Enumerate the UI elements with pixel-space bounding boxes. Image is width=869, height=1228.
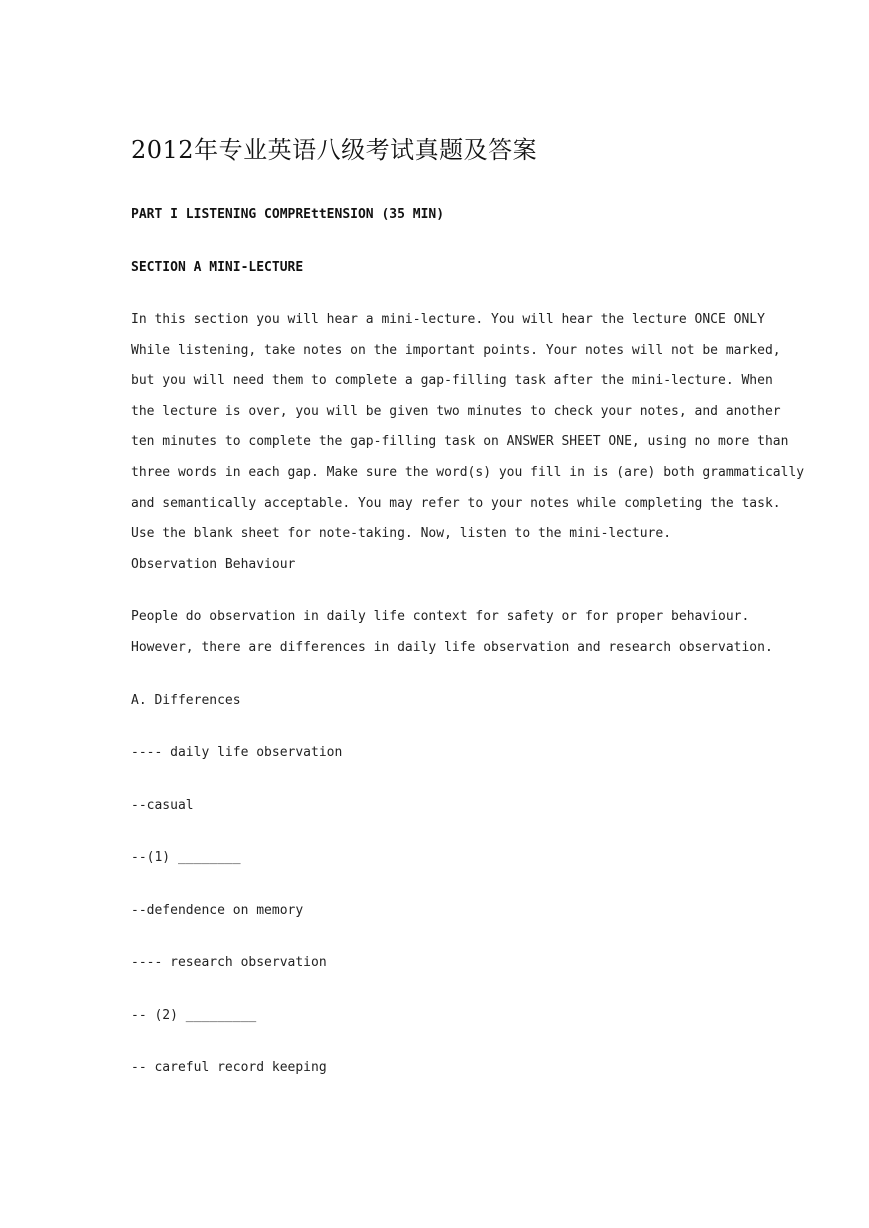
outline-item: ---- research observation: [131, 955, 327, 970]
outline-item: --casual: [131, 798, 194, 813]
outline-item: -- careful record keeping: [131, 1060, 327, 1075]
instructions-line: In this section you will hear a mini-lecture. You will hear the lecture ONCE ONLY: [131, 312, 765, 327]
document-title: 2012年专业英语八级考试真题及答案: [131, 136, 538, 164]
intro-line: People do observation in daily life context for safety or for proper behaviour.: [131, 609, 750, 624]
instructions-line: and semantically acceptable. You may refer to your notes while completing the task.: [131, 496, 781, 511]
part-heading: PART I LISTENING COMPREttENSION (35 MIN): [131, 207, 445, 222]
outline-gap-item: --(1) ________: [131, 850, 241, 865]
outline-gap-item: -- (2) _________: [131, 1008, 257, 1023]
instructions-line: While listening, take notes on the important points. Your notes will not be marked,: [131, 343, 781, 358]
section-heading: SECTION A MINI-LECTURE: [131, 260, 304, 275]
instructions-line: but you will need them to complete a gap-filling task after the mini-lecture. When: [131, 373, 773, 388]
instructions-line: ten minutes to complete the gap-filling task on ANSWER SHEET ONE, using no more than: [131, 434, 789, 449]
outline-item: --defendence on memory: [131, 903, 304, 918]
instructions-line: the lecture is over, you will be given two minutes to check your notes, and another: [131, 404, 781, 419]
instructions-line: three words in each gap. Make sure the word(s) you fill in is (are) both grammatically: [131, 465, 805, 480]
outline-item: ---- daily life observation: [131, 745, 343, 760]
lecture-title: Observation Behaviour: [131, 557, 296, 572]
instructions-line: Use the blank sheet for note-taking. Now, listen to the mini-lecture.: [131, 526, 672, 541]
outline-heading: A. Differences: [131, 693, 241, 708]
intro-line: However, there are differences in daily life observation and research observation.: [131, 640, 773, 655]
